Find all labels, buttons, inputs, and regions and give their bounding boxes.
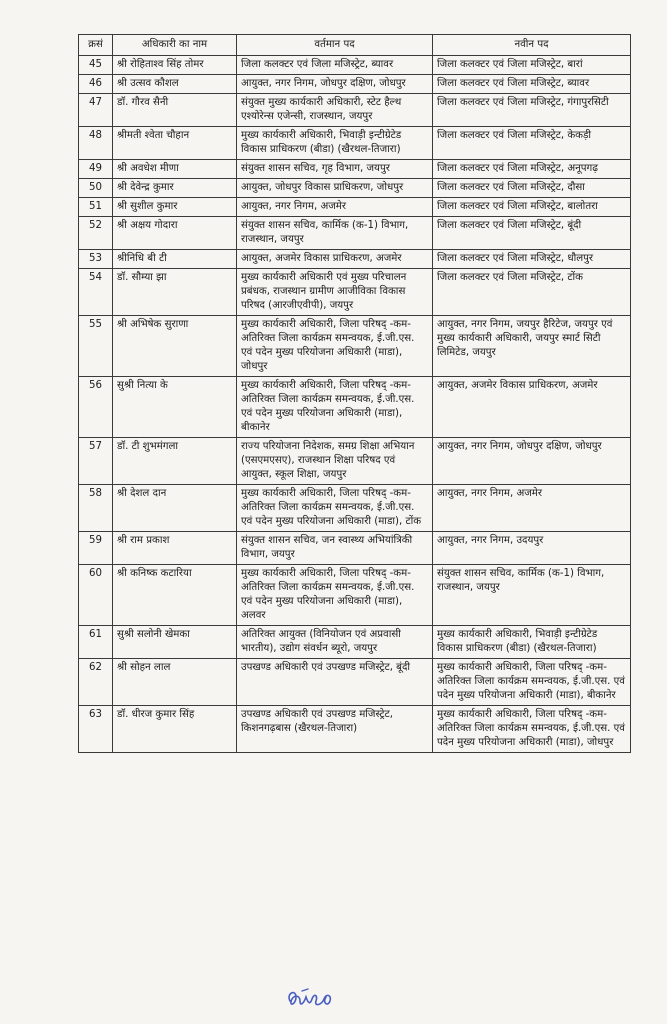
new-post-cell: जिला कलक्टर एवं जिला मजिस्ट्रेट, गंगापुरसिटी xyxy=(433,94,631,127)
table-row xyxy=(79,94,631,127)
officer-name-cell: श्री कनिष्क कटारिया xyxy=(113,565,237,626)
officer-name-cell: श्रीनिधि बी टी xyxy=(113,250,237,269)
current-post-cell: उपखण्ड अधिकारी एवं उपखण्ड मजिस्ट्रेट, बूंदी xyxy=(237,659,433,706)
new-post-cell: मुख्य कार्यकारी अधिकारी, जिला परिषद् -कम- अतिरिक्त जिला कार्यक्रम समन्वयक, ई.जी.एस. एवं पदेन मुख्य परियोजना अधिकारी (माडा), जोधपुर xyxy=(433,706,631,753)
officer-name-cell: श्री राम प्रकाश xyxy=(113,532,237,565)
officer-name-cell: श्री अक्षय गोदारा xyxy=(113,217,237,250)
table-body xyxy=(79,56,631,753)
new-post-cell: आयुक्त, नगर निगम, जोधपुर दक्षिण, जोधपुर xyxy=(433,438,631,485)
transfer-order-table xyxy=(78,34,631,753)
current-post-cell: आयुक्त, नगर निगम, जोधपुर दक्षिण, जोधपुर xyxy=(237,75,433,94)
table-row xyxy=(79,659,631,706)
current-post-cell: संयुक्त शासन सचिव, कार्मिक (क-1) विभाग, राजस्थान, जयपुर xyxy=(237,217,433,250)
officer-name-cell: डॉ. सौम्या झा xyxy=(113,269,237,316)
serial-cell: 53 xyxy=(79,250,113,269)
new-post-cell: संयुक्त शासन सचिव, कार्मिक (क-1) विभाग, राजस्थान, जयपुर xyxy=(433,565,631,626)
header-current-post: वर्तमान पद xyxy=(237,35,433,56)
new-post-cell: मुख्य कार्यकारी अधिकारी, जिला परिषद् -कम- अतिरिक्त जिला कार्यक्रम समन्वयक, ई.जी.एस. एवं पदेन मुख्य परियोजना अधिकारी (माडा), बीकानेर xyxy=(433,659,631,706)
officer-name-cell: श्री सुशील कुमार xyxy=(113,198,237,217)
header-row xyxy=(79,35,631,56)
serial-cell: 50 xyxy=(79,179,113,198)
serial-cell: 58 xyxy=(79,485,113,532)
new-post-cell: जिला कलक्टर एवं जिला मजिस्ट्रेट, बूंदी xyxy=(433,217,631,250)
new-post-cell: जिला कलक्टर एवं जिला मजिस्ट्रेट, ब्यावर xyxy=(433,75,631,94)
header-serial: क्रसं xyxy=(79,35,113,56)
serial-cell: 51 xyxy=(79,198,113,217)
serial-cell: 46 xyxy=(79,75,113,94)
officer-name-cell: श्री सोहन लाल xyxy=(113,659,237,706)
table-row xyxy=(79,250,631,269)
officer-name-cell: डॉ. गौरव सैनी xyxy=(113,94,237,127)
table-row xyxy=(79,217,631,250)
header-new-post: नवीन पद xyxy=(433,35,631,56)
new-post-cell: मुख्य कार्यकारी अधिकारी, भिवाड़ी इन्टीग्रेटेड विकास प्राधिकरण (बीडा) (खैरथल-तिजारा) xyxy=(433,626,631,659)
serial-cell: 57 xyxy=(79,438,113,485)
officer-name-cell: श्री उत्सव कौशल xyxy=(113,75,237,94)
serial-cell: 52 xyxy=(79,217,113,250)
serial-cell: 56 xyxy=(79,377,113,438)
new-post-cell: आयुक्त, नगर निगम, उदयपुर xyxy=(433,532,631,565)
officer-name-cell: श्री रोहिताश्व सिंह तोमर xyxy=(113,56,237,75)
current-post-cell: आयुक्त, अजमेर विकास प्राधिकरण, अजमेर xyxy=(237,250,433,269)
officer-name-cell: श्री देवेन्द्र कुमार xyxy=(113,179,237,198)
current-post-cell: आयुक्त, नगर निगम, अजमेर xyxy=(237,198,433,217)
new-post-cell: जिला कलक्टर एवं जिला मजिस्ट्रेट, केकड़ी xyxy=(433,127,631,160)
serial-cell: 61 xyxy=(79,626,113,659)
table-row xyxy=(79,127,631,160)
current-post-cell: मुख्य कार्यकारी अधिकारी, जिला परिषद् -कम- अतिरिक्त जिला कार्यक्रम समन्वयक, ई.जी.एस. एवं पदेन मुख्य परियोजना अधिकारी (माडा), जोधपुर xyxy=(237,316,433,377)
officer-name-cell: डॉ. धीरज कुमार सिंह xyxy=(113,706,237,753)
current-post-cell: अतिरिक्त आयुक्त (विनियोजन एवं अप्रवासी भारतीय), उद्योग संवर्धन ब्यूरो, जयपुर xyxy=(237,626,433,659)
table-row xyxy=(79,377,631,438)
table-row xyxy=(79,198,631,217)
serial-cell: 59 xyxy=(79,532,113,565)
serial-cell: 60 xyxy=(79,565,113,626)
serial-cell: 54 xyxy=(79,269,113,316)
current-post-cell: संयुक्त शासन सचिव, जन स्वास्थ्य अभियांत्रिकी विभाग, जयपुर xyxy=(237,532,433,565)
serial-cell: 45 xyxy=(79,56,113,75)
signature xyxy=(284,983,338,1013)
current-post-cell: मुख्य कार्यकारी अधिकारी, भिवाड़ी इन्टीग्रेटेड विकास प्राधिकरण (बीडा) (खैरथल-तिजारा) xyxy=(237,127,433,160)
serial-cell: 55 xyxy=(79,316,113,377)
table-row xyxy=(79,626,631,659)
current-post-cell: मुख्य कार्यकारी अधिकारी, जिला परिषद् -कम- अतिरिक्त जिला कार्यक्रम समन्वयक, ई.जी.एस. एवं पदेन मुख्य परियोजना अधिकारी (माडा), टोंक xyxy=(237,485,433,532)
current-post-cell: मुख्य कार्यकारी अधिकारी एवं मुख्य परिचालन प्रबंधक, राजस्थान ग्रामीण आजीविका विकास परिषद (आरजीएवीपी), जयपुर xyxy=(237,269,433,316)
serial-cell: 63 xyxy=(79,706,113,753)
new-post-cell: जिला कलक्टर एवं जिला मजिस्ट्रेट, बारां xyxy=(433,56,631,75)
officer-name-cell: डॉ. टी शुभमंगला xyxy=(113,438,237,485)
table-row xyxy=(79,565,631,626)
table-row xyxy=(79,75,631,94)
new-post-cell: जिला कलक्टर एवं जिला मजिस्ट्रेट, बालोतरा xyxy=(433,198,631,217)
serial-cell: 49 xyxy=(79,160,113,179)
current-post-cell: मुख्य कार्यकारी अधिकारी, जिला परिषद् -कम- अतिरिक्त जिला कार्यक्रम समन्वयक, ई.जी.एस. एवं पदेन मुख्य परियोजना अधिकारी (माडा), अलवर xyxy=(237,565,433,626)
header-officer-name: अधिकारी का नाम xyxy=(113,35,237,56)
table-row xyxy=(79,706,631,753)
new-post-cell: आयुक्त, नगर निगम, जयपुर हैरिटेज, जयपुर एवं मुख्य कार्यकारी अधिकारी, जयपुर स्मार्ट सिटी लिमिटेड, जयपुर xyxy=(433,316,631,377)
current-post-cell: संयुक्त शासन सचिव, गृह विभाग, जयपुर xyxy=(237,160,433,179)
table-row xyxy=(79,316,631,377)
officer-name-cell: सुश्री नित्या के xyxy=(113,377,237,438)
officer-name-cell: सुश्री सलोनी खेमका xyxy=(113,626,237,659)
officer-name-cell: श्री अभिषेक सुराणा xyxy=(113,316,237,377)
officer-name-cell: श्रीमती श्वेता चौहान xyxy=(113,127,237,160)
table-row xyxy=(79,438,631,485)
table-row xyxy=(79,269,631,316)
current-post-cell: जिला कलक्टर एवं जिला मजिस्ट्रेट, ब्यावर xyxy=(237,56,433,75)
current-post-cell: उपखण्ड अधिकारी एवं उपखण्ड मजिस्ट्रेट, किशनगढ़बास (खैरथल-तिजारा) xyxy=(237,706,433,753)
table-row xyxy=(79,160,631,179)
current-post-cell: संयुक्त मुख्य कार्यकारी अधिकारी, स्टेट हैल्थ एश्योरेन्स एजेन्सी, राजस्थान, जयपुर xyxy=(237,94,433,127)
new-post-cell: आयुक्त, नगर निगम, अजमेर xyxy=(433,485,631,532)
current-post-cell: आयुक्त, जोधपुर विकास प्राधिकरण, जोधपुर xyxy=(237,179,433,198)
new-post-cell: आयुक्त, अजमेर विकास प्राधिकरण, अजमेर xyxy=(433,377,631,438)
table-row xyxy=(79,532,631,565)
table-row xyxy=(79,56,631,75)
serial-cell: 62 xyxy=(79,659,113,706)
table-row xyxy=(79,179,631,198)
new-post-cell: जिला कलक्टर एवं जिला मजिस्ट्रेट, दौसा xyxy=(433,179,631,198)
serial-cell: 48 xyxy=(79,127,113,160)
table-row xyxy=(79,485,631,532)
current-post-cell: राज्य परियोजना निदेशक, समग्र शिक्षा अभियान (एसएमएसए), राजस्थान शिक्षा परिषद एवं आयुक्त, स्कूल शिक्षा, जयपुर xyxy=(237,438,433,485)
new-post-cell: जिला कलक्टर एवं जिला मजिस्ट्रेट, धौलपुर xyxy=(433,250,631,269)
current-post-cell: मुख्य कार्यकारी अधिकारी, जिला परिषद् -कम- अतिरिक्त जिला कार्यक्रम समन्वयक, ई.जी.एस. एवं पदेन मुख्य परियोजना अधिकारी (माडा), बीकानेर xyxy=(237,377,433,438)
officer-name-cell: श्री अवधेश मीणा xyxy=(113,160,237,179)
new-post-cell: जिला कलक्टर एवं जिला मजिस्ट्रेट, टोंक xyxy=(433,269,631,316)
new-post-cell: जिला कलक्टर एवं जिला मजिस्ट्रेट, अनूपगढ़ xyxy=(433,160,631,179)
serial-cell: 47 xyxy=(79,94,113,127)
officer-name-cell: श्री देशल दान xyxy=(113,485,237,532)
